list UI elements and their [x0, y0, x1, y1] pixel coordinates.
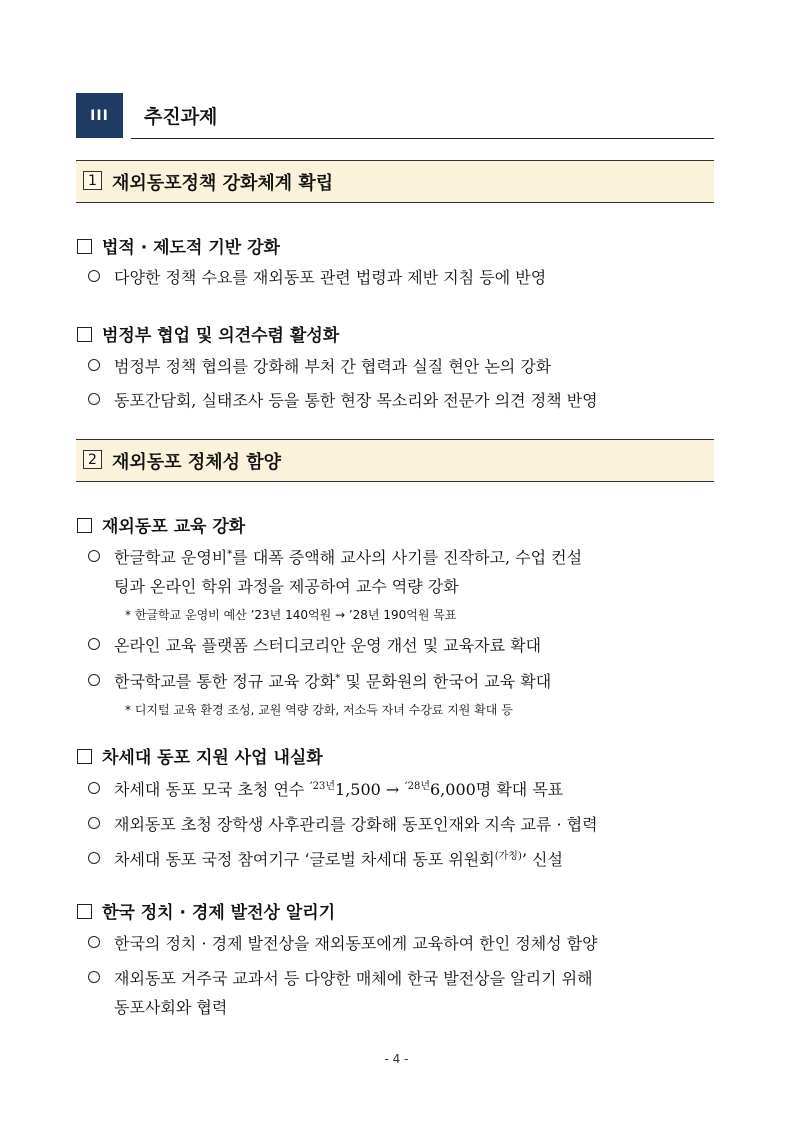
section-title-1: 재외동포정책 강화체계 확립 — [112, 173, 334, 194]
checkbox-square-icon — [77, 904, 92, 919]
list-item: 재외동포 초청 장학생 사후관리를 강화해 동포인재와 지속 교류 · 협력 — [88, 810, 718, 839]
list-item: 온라인 교육 플랫폼 스터디코리안 운영 개선 및 교육자료 확대 — [88, 631, 718, 660]
checkbox-square-icon — [77, 239, 92, 254]
circle-bullet-icon — [88, 638, 100, 650]
list-item: 재외동포 거주국 교과서 등 다양한 매체에 한국 발전상을 알리기 위해 — [88, 964, 718, 993]
section-number-1: 1 — [83, 171, 102, 190]
checkbox-square-icon — [77, 327, 92, 342]
list-item: 동포간담회, 실태조사 등을 통한 현장 목소리와 전문가 의견 정책 반영 — [88, 386, 718, 415]
section-title-2: 재외동포 정체성 함양 — [112, 452, 282, 473]
circle-bullet-icon — [88, 852, 100, 864]
circle-bullet-icon — [88, 971, 100, 983]
list-item: 범정부 정책 협의를 강화해 부처 간 협력과 실질 현안 논의 강화 — [88, 352, 718, 381]
circle-bullet-icon — [88, 936, 100, 948]
page-number: - 4 - — [384, 1052, 409, 1066]
checkbox-square-icon — [77, 749, 92, 764]
subheading-legal-basis: 법적 · 제도적 기반 강화 — [77, 233, 280, 258]
footnote: * 한글학교 운영비 예산 ’23년 140억원 → ’28년 190억원 목표 — [125, 608, 457, 622]
circle-bullet-icon — [88, 270, 100, 282]
checkbox-square-icon — [77, 518, 92, 533]
chapter-divider — [131, 138, 714, 139]
list-item: 차세대 동포 모국 초청 연수 $^{’23년}$1,500 → $^{’28년}$6,000명 확대 목표 — [88, 775, 718, 804]
chapter-title: 추진과제 — [144, 106, 218, 128]
subheading-next-generation: 차세대 동포 지원 사업 내실화 — [77, 743, 323, 768]
section-number-2: 2 — [83, 450, 102, 469]
subheading-korea-development: 한국 정치 · 경제 발전상 알리기 — [77, 898, 335, 923]
list-item: 한국의 정치 · 경제 발전상을 재외동포에게 교육하여 한인 정체성 함양 — [88, 929, 718, 958]
circle-bullet-icon — [88, 550, 100, 562]
list-item-continuation: 동포사회와 협력 — [114, 998, 228, 1017]
section-heading-2 — [76, 439, 714, 482]
subheading-education: 재외동포 교육 강화 — [77, 512, 245, 537]
chapter-header — [76, 93, 714, 139]
subheading-cooperation: 범정부 협업 및 의견수렴 활성화 — [77, 321, 339, 346]
circle-bullet-icon — [88, 817, 100, 829]
list-item: 한국학교를 통한 정규 교육 강화* 및 문화원의 한국어 교육 확대 — [88, 667, 718, 696]
list-item-continuation: 팅과 온라인 학위 과정을 제공하여 교수 역량 강화 — [114, 577, 459, 596]
section-heading-1 — [76, 160, 714, 203]
footnote: * 디지털 교육 환경 조성, 교원 역량 강화, 저소득 자녀 수강료 지원 확대 등 — [125, 703, 513, 717]
list-item: 한글학교 운영비*를 대폭 증액해 교사의 사기를 진작하고, 수업 컨설 — [88, 543, 718, 572]
circle-bullet-icon — [88, 393, 100, 405]
chapter-number-badge: III — [76, 93, 123, 138]
circle-bullet-icon — [88, 674, 100, 686]
list-item: 차세대 동포 국정 참여기구 ‘글로벌 차세대 동포 위원회$^{(가칭)}$’ 신설 — [88, 845, 718, 874]
circle-bullet-icon — [88, 782, 100, 794]
circle-bullet-icon — [88, 359, 100, 371]
list-item: 다양한 정책 수요를 재외동포 관련 법령과 제반 지침 등에 반영 — [88, 263, 718, 292]
